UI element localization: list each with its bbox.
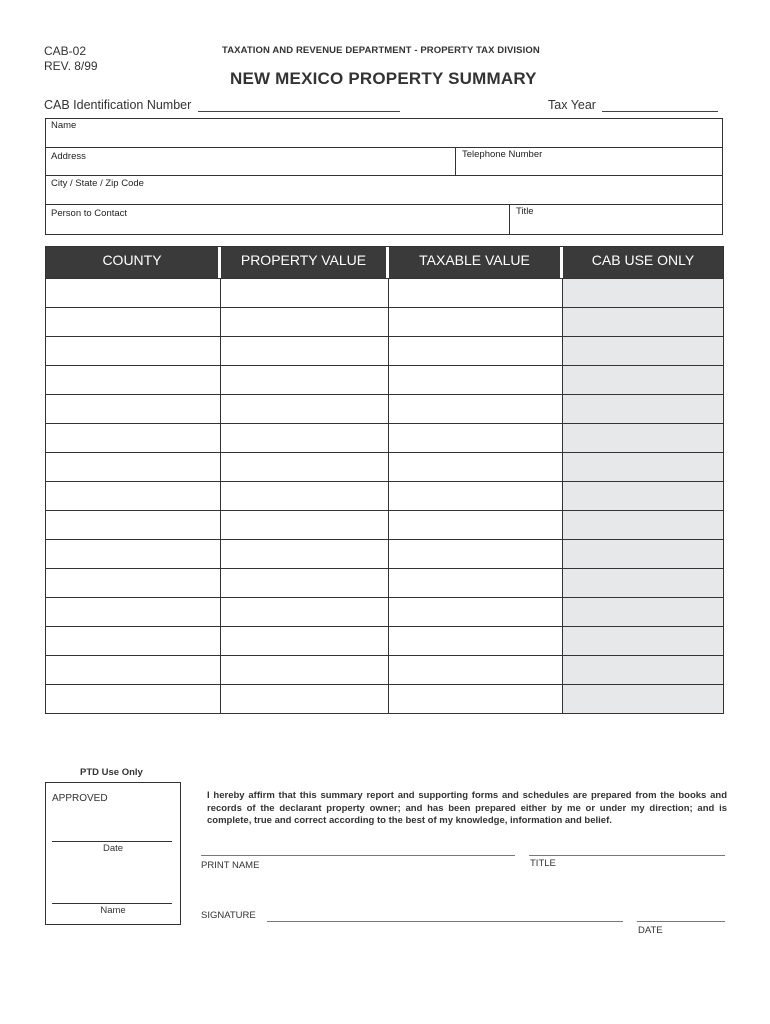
column-header-property-value: PROPERTY VALUE [221, 247, 389, 278]
tax-year-line[interactable] [602, 100, 718, 112]
cab-use-cell [563, 423, 723, 452]
tax-year-label: Tax Year [548, 98, 596, 112]
ptd-name-line[interactable] [52, 903, 172, 904]
property-table [45, 246, 724, 714]
contact-row [46, 205, 722, 234]
property-value-cell[interactable] [221, 336, 389, 365]
ptd-date-line[interactable] [52, 841, 172, 842]
county-cell[interactable] [46, 365, 221, 394]
name-label: Name [51, 120, 77, 131]
table-row [46, 423, 723, 452]
property-value-cell[interactable] [221, 510, 389, 539]
address-label: Address [51, 151, 86, 162]
cab-use-cell [563, 481, 723, 510]
contact-title-label: Title [516, 206, 534, 217]
city-state-zip-label: City / State / Zip Code [51, 178, 144, 189]
ptd-box [45, 782, 181, 925]
table-row [46, 365, 723, 394]
city-row[interactable] [46, 176, 722, 205]
signature-line[interactable] [267, 921, 623, 922]
table-row [46, 597, 723, 626]
cab-use-cell [563, 278, 723, 307]
taxpayer-info-box [45, 118, 723, 235]
taxable-value-cell[interactable] [389, 626, 563, 655]
cab-use-cell [563, 452, 723, 481]
cab-use-cell [563, 568, 723, 597]
taxable-value-cell[interactable] [389, 452, 563, 481]
form-number: CAB-02 [44, 44, 87, 58]
county-cell[interactable] [46, 423, 221, 452]
county-cell[interactable] [46, 394, 221, 423]
column-header-county: COUNTY [46, 247, 221, 278]
county-cell[interactable] [46, 336, 221, 365]
cab-use-cell [563, 365, 723, 394]
cab-id-field[interactable] [44, 98, 400, 112]
table-row [46, 481, 723, 510]
contact-divider [509, 205, 510, 234]
cab-use-cell [563, 307, 723, 336]
cab-use-cell [563, 394, 723, 423]
county-cell[interactable] [46, 307, 221, 336]
county-cell[interactable] [46, 452, 221, 481]
telephone-label: Telephone Number [462, 149, 543, 160]
date-label: DATE [638, 925, 663, 936]
taxable-value-cell[interactable] [389, 684, 563, 713]
table-row [46, 394, 723, 423]
cab-use-cell [563, 655, 723, 684]
table-row [46, 307, 723, 336]
column-header-taxable-value: TAXABLE VALUE [389, 247, 563, 278]
county-cell[interactable] [46, 684, 221, 713]
property-value-cell[interactable] [221, 481, 389, 510]
address-divider [455, 148, 456, 176]
cab-use-cell [563, 510, 723, 539]
property-value-cell[interactable] [221, 365, 389, 394]
print-name-line[interactable] [201, 855, 515, 856]
county-cell[interactable] [46, 481, 221, 510]
address-row [46, 148, 722, 176]
title-label: TITLE [530, 858, 556, 869]
approved-label: APPROVED [52, 793, 108, 804]
table-row [46, 336, 723, 365]
table-header [46, 247, 723, 278]
property-value-cell[interactable] [221, 307, 389, 336]
county-cell[interactable] [46, 510, 221, 539]
taxable-value-cell[interactable] [389, 510, 563, 539]
property-value-cell[interactable] [221, 539, 389, 568]
contact-label: Person to Contact [51, 208, 128, 219]
table-row [46, 655, 723, 684]
cab-use-cell [563, 597, 723, 626]
department-name: TAXATION AND REVENUE DEPARTMENT - PROPERTY TAX DIVISION [222, 45, 540, 56]
taxable-value-cell[interactable] [389, 539, 563, 568]
ptd-name-label: Name [100, 905, 126, 916]
title-line[interactable] [529, 855, 725, 856]
county-cell[interactable] [46, 597, 221, 626]
property-value-cell[interactable] [221, 452, 389, 481]
taxable-value-cell[interactable] [389, 423, 563, 452]
property-value-cell[interactable] [221, 423, 389, 452]
cab-use-cell [563, 684, 723, 713]
table-row [46, 568, 723, 597]
signature-label: SIGNATURE [201, 910, 256, 921]
table-row [46, 510, 723, 539]
property-value-cell[interactable] [221, 278, 389, 307]
print-name-label: PRINT NAME [201, 860, 260, 871]
taxable-value-cell[interactable] [389, 336, 563, 365]
taxable-value-cell[interactable] [389, 365, 563, 394]
table-row [46, 539, 723, 568]
cab-id-label: CAB Identification Number [44, 98, 192, 112]
county-cell[interactable] [46, 626, 221, 655]
page-title: NEW MEXICO PROPERTY SUMMARY [230, 69, 537, 88]
form-revision: REV. 8/99 [44, 59, 98, 73]
table-body [46, 278, 723, 713]
taxable-value-cell[interactable] [389, 394, 563, 423]
taxable-value-cell[interactable] [389, 568, 563, 597]
table-row [46, 626, 723, 655]
taxable-value-cell[interactable] [389, 481, 563, 510]
table-row [46, 278, 723, 307]
ptd-label: PTD Use Only [80, 767, 143, 778]
cab-use-cell [563, 336, 723, 365]
taxable-value-cell[interactable] [389, 278, 563, 307]
property-value-cell[interactable] [221, 394, 389, 423]
property-value-cell[interactable] [221, 684, 389, 713]
county-cell[interactable] [46, 655, 221, 684]
name-row[interactable] [46, 119, 722, 148]
property-value-cell[interactable] [221, 655, 389, 684]
taxable-value-cell[interactable] [389, 597, 563, 626]
property-value-cell[interactable] [221, 597, 389, 626]
tax-year-field[interactable] [548, 98, 718, 112]
cab-id-line[interactable] [198, 100, 400, 112]
form-code-block [44, 44, 98, 74]
ptd-date-label: Date [102, 843, 124, 854]
taxable-value-cell[interactable] [389, 307, 563, 336]
affirmation-text: I hereby affirm that this summary report and supporting forms and schedules are prepared from the books and records of the declarant property owner; and has been prepared either by me or under my direction; and is complete, true and correct according to the best of my knowledge, information and belief. [207, 790, 727, 826]
cab-use-cell [563, 539, 723, 568]
table-row [46, 684, 723, 713]
cab-use-cell [563, 626, 723, 655]
county-cell[interactable] [46, 278, 221, 307]
county-cell[interactable] [46, 568, 221, 597]
taxable-value-cell[interactable] [389, 655, 563, 684]
date-line[interactable] [637, 921, 725, 922]
property-value-cell[interactable] [221, 626, 389, 655]
county-cell[interactable] [46, 539, 221, 568]
table-row [46, 452, 723, 481]
property-value-cell[interactable] [221, 568, 389, 597]
column-header-cab-use-only: CAB USE ONLY [563, 247, 723, 278]
